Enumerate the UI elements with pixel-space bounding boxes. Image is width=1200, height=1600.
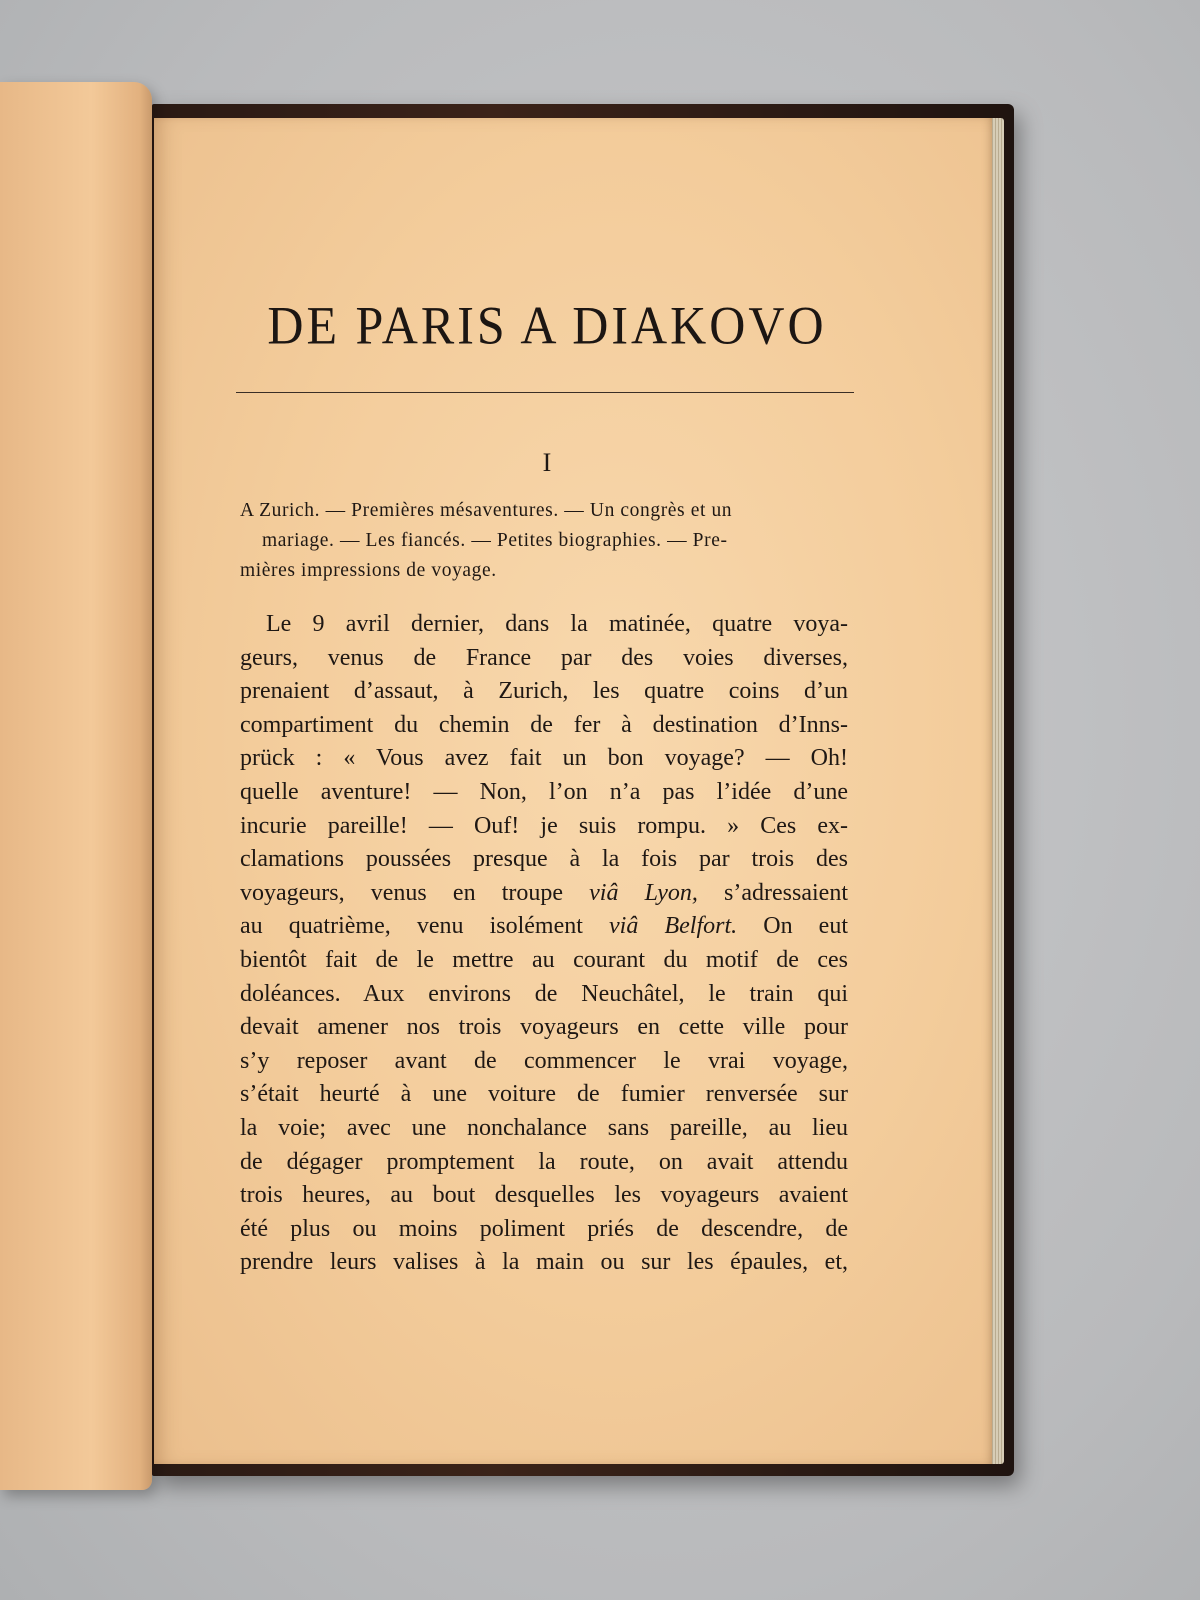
- text-segment: geurs, venus de France par des voies diverses,: [240, 644, 848, 671]
- body-line: [240, 675, 848, 709]
- summary-line: mariage. — Les fiancés. — Petites biographies. — Pre-: [262, 530, 728, 551]
- body-line: [240, 642, 848, 676]
- text-segment: prendre leurs valises à la main ou sur les épaules, et,: [240, 1249, 848, 1276]
- body-line: [240, 910, 848, 944]
- page-edges: [990, 118, 1004, 1464]
- text-segment: quelle aventure! — Non, l’on n’a pas l’idée d’une: [240, 778, 848, 805]
- text-segment: On eut: [737, 913, 849, 940]
- body-line: [240, 978, 848, 1012]
- text-segment: doléances. Aux environs de Neuchâtel, le train qui: [240, 980, 848, 1007]
- text-segment: s’y reposer avant de commencer le vrai voyage,: [240, 1047, 848, 1074]
- text-segment: au quatrième, venu isolément: [240, 913, 610, 940]
- text-segment: voyageurs, venus en troupe: [240, 879, 590, 906]
- text-segment: devait amener nos trois voyageurs en cette ville pour: [240, 1014, 848, 1041]
- title-rule: [236, 392, 854, 393]
- body-line: [240, 1112, 848, 1146]
- text-segment: de dégager promptement la route, on avait attendu: [240, 1148, 848, 1175]
- text-segment: prenaient d’assaut, à Zurich, les quatre coins d’un: [240, 678, 848, 705]
- text-segment: Le 9 avril dernier, dans la matinée, quatre voya-: [266, 611, 848, 637]
- body-line: [240, 810, 848, 844]
- chapter-summary: [240, 496, 848, 586]
- italic-text: viâ Belfort.: [609, 913, 738, 940]
- text-segment: été plus ou moins poliment priés de descendre, de: [240, 1215, 848, 1242]
- italic-text: viâ Lyon,: [589, 879, 698, 906]
- summary-line: mières impressions de voyage.: [240, 560, 497, 581]
- body-line: [240, 1078, 848, 1112]
- body-line: [240, 1045, 848, 1079]
- text-segment: compartiment du chemin de fer à destination d’Inns-: [240, 711, 848, 738]
- text-segment: bientôt fait de le mettre au courant du motif de ces: [240, 946, 848, 973]
- body-line: [240, 1213, 848, 1247]
- left-page: [0, 82, 152, 1490]
- text-segment: s’était heurté à une voiture de fumier renversée sur: [240, 1081, 848, 1108]
- text-segment: prück : « Vous avez fait un bon voyage? — Oh!: [240, 745, 848, 772]
- body-line: [240, 877, 848, 911]
- text-segment: clamations poussées presque à la fois par trois des: [240, 846, 848, 873]
- body-line: [240, 608, 848, 642]
- chapter-number: I: [542, 448, 552, 477]
- text-segment: incurie pareille! — Ouf! je suis rompu. » Ces ex-: [240, 812, 848, 839]
- right-page: [154, 118, 992, 1464]
- body-line: [240, 1179, 848, 1213]
- text-segment: s’adressaient: [697, 879, 848, 906]
- body-line: [240, 1011, 848, 1045]
- body-line: [240, 709, 848, 743]
- page-title: DE PARIS A DIAKOVO: [267, 294, 827, 356]
- body-line: [240, 1146, 848, 1180]
- body-line: [240, 843, 848, 877]
- body-paragraph: [240, 608, 850, 1280]
- body-line: [240, 742, 848, 776]
- body-line: [240, 1246, 848, 1280]
- text-segment: la voie; avec une nonchalance sans pareille, au lieu: [240, 1114, 848, 1141]
- summary-line: A Zurich. — Premières mésaventures. — Un congrès et un: [240, 500, 733, 521]
- body-line: [240, 776, 848, 810]
- body-line: [240, 944, 848, 978]
- text-segment: trois heures, au bout desquelles les voyageurs avaient: [240, 1182, 848, 1209]
